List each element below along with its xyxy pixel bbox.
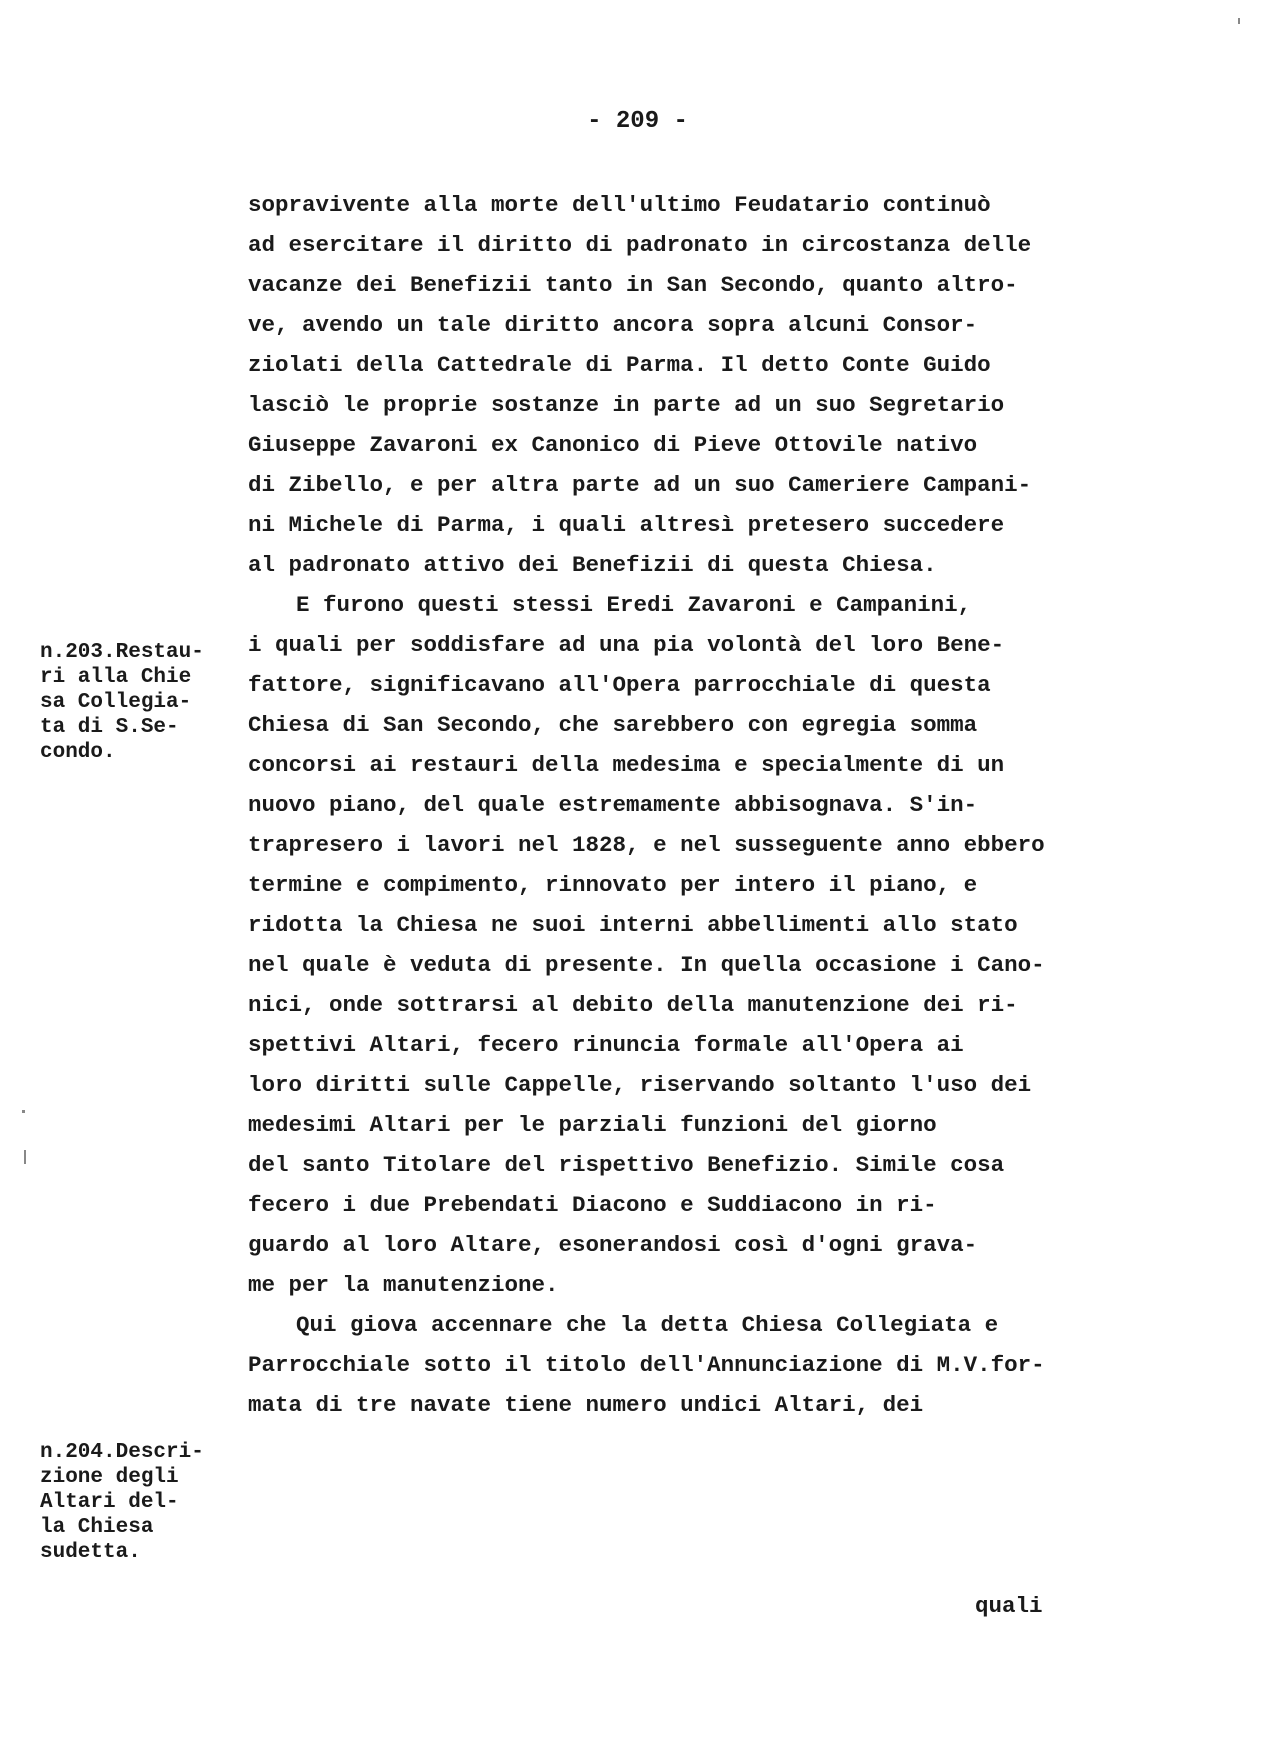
text-line: E furono questi stessi Eredi Zavaroni e Campanini, — [296, 592, 972, 618]
text-line: spettivi Altari, fecero rinuncia formale all'Opera ai — [248, 1032, 964, 1058]
catchword: quali — [975, 1593, 1043, 1619]
text-line: ridotta la Chiesa ne suoi interni abbellimenti allo stato — [248, 912, 1018, 938]
margin-note-line: Altari del- — [40, 1491, 179, 1514]
text-line: mata di tre navate tiene numero undici Altari, dei — [248, 1392, 924, 1418]
text-line: lasciò le proprie sostanze in parte ad un suo Segretario — [248, 392, 1005, 418]
text-line: ve, avendo un tale diritto ancora sopra alcuni Consor- — [248, 312, 978, 338]
margin-note-line: sa Collegia- — [40, 691, 192, 714]
margin-note-line: n.204.Descri- — [40, 1441, 204, 1464]
margin-note-203 — [40, 640, 250, 765]
text-line: Parrocchiale sotto il titolo dell'Annunciazione di M.V.for- — [248, 1352, 1045, 1378]
text-line: trapresero i lavori nel 1828, e nel susseguente anno ebbero — [248, 832, 1045, 858]
margin-note-204 — [40, 1440, 250, 1565]
margin-note-line: sudetta. — [40, 1541, 141, 1564]
text-line: ni Michele di Parma, i quali altresì pretesero succedere — [248, 512, 1005, 538]
margin-note-line: ri alla Chie — [40, 666, 192, 689]
text-line: termine e compimento, rinnovato per intero il piano, e — [248, 872, 978, 898]
text-line: al padronato attivo dei Benefizii di questa Chiesa. — [248, 552, 937, 578]
text-line: i quali per soddisfare ad una pia volontà del loro Bene- — [248, 632, 1005, 658]
text-line: nel quale è veduta di presente. In quella occasione i Cano- — [248, 952, 1045, 978]
margin-note-line: ta di S.Se- — [40, 716, 179, 739]
margin-note-line: n.203.Restau- — [40, 641, 204, 664]
text-line: concorsi ai restauri della medesima e specialmente di un — [248, 752, 1005, 778]
page-number: - 209 - — [587, 108, 688, 135]
text-line: guardo al loro Altare, esonerandosi così d'ogni grava- — [248, 1232, 978, 1258]
margin-note-line: zione degli — [40, 1466, 179, 1489]
text-line: Chiesa di San Secondo, che sarebbero con egregia somma — [248, 712, 978, 738]
text-line: sopravivente alla morte dell'ultimo Feudatario continuò — [248, 192, 991, 218]
text-line: Qui giova accennare che la detta Chiesa Collegiata e — [296, 1312, 999, 1338]
margin-note-line: condo. — [40, 741, 116, 764]
text-line: nuovo piano, del quale estremamente abbisognava. S'in- — [248, 792, 978, 818]
text-line: ziolati della Cattedrale di Parma. Il detto Conte Guido — [248, 352, 991, 378]
text-line: nici, onde sottrarsi al debito della manutenzione dei ri- — [248, 992, 1018, 1018]
margin-note-line: la Chiesa — [40, 1516, 154, 1539]
text-line: vacanze dei Benefizii tanto in San Secondo, quanto altro- — [248, 272, 1018, 298]
scan-speck — [22, 1110, 25, 1113]
scan-speck — [24, 1150, 26, 1164]
text-line: ad esercitare il diritto di padronato in circostanza delle — [248, 232, 1032, 258]
text-line: loro diritti sulle Cappelle, riservando soltanto l'uso dei — [248, 1072, 1032, 1098]
text-line: medesimi Altari per le parziali funzioni del giorno — [248, 1112, 937, 1138]
text-line: del santo Titolare del rispettivo Benefizio. Simile cosa — [248, 1152, 1005, 1178]
text-line: fattore, significavano all'Opera parrocchiale di questa — [248, 672, 991, 698]
text-line: di Zibello, e per altra parte ad un suo Cameriere Campani- — [248, 472, 1032, 498]
text-line: fecero i due Prebendati Diacono e Suddiacono in ri- — [248, 1192, 937, 1218]
text-line: Giuseppe Zavaroni ex Canonico di Pieve Ottovile nativo — [248, 432, 978, 458]
text-line: me per la manutenzione. — [248, 1272, 559, 1298]
scan-speck — [1238, 18, 1240, 24]
